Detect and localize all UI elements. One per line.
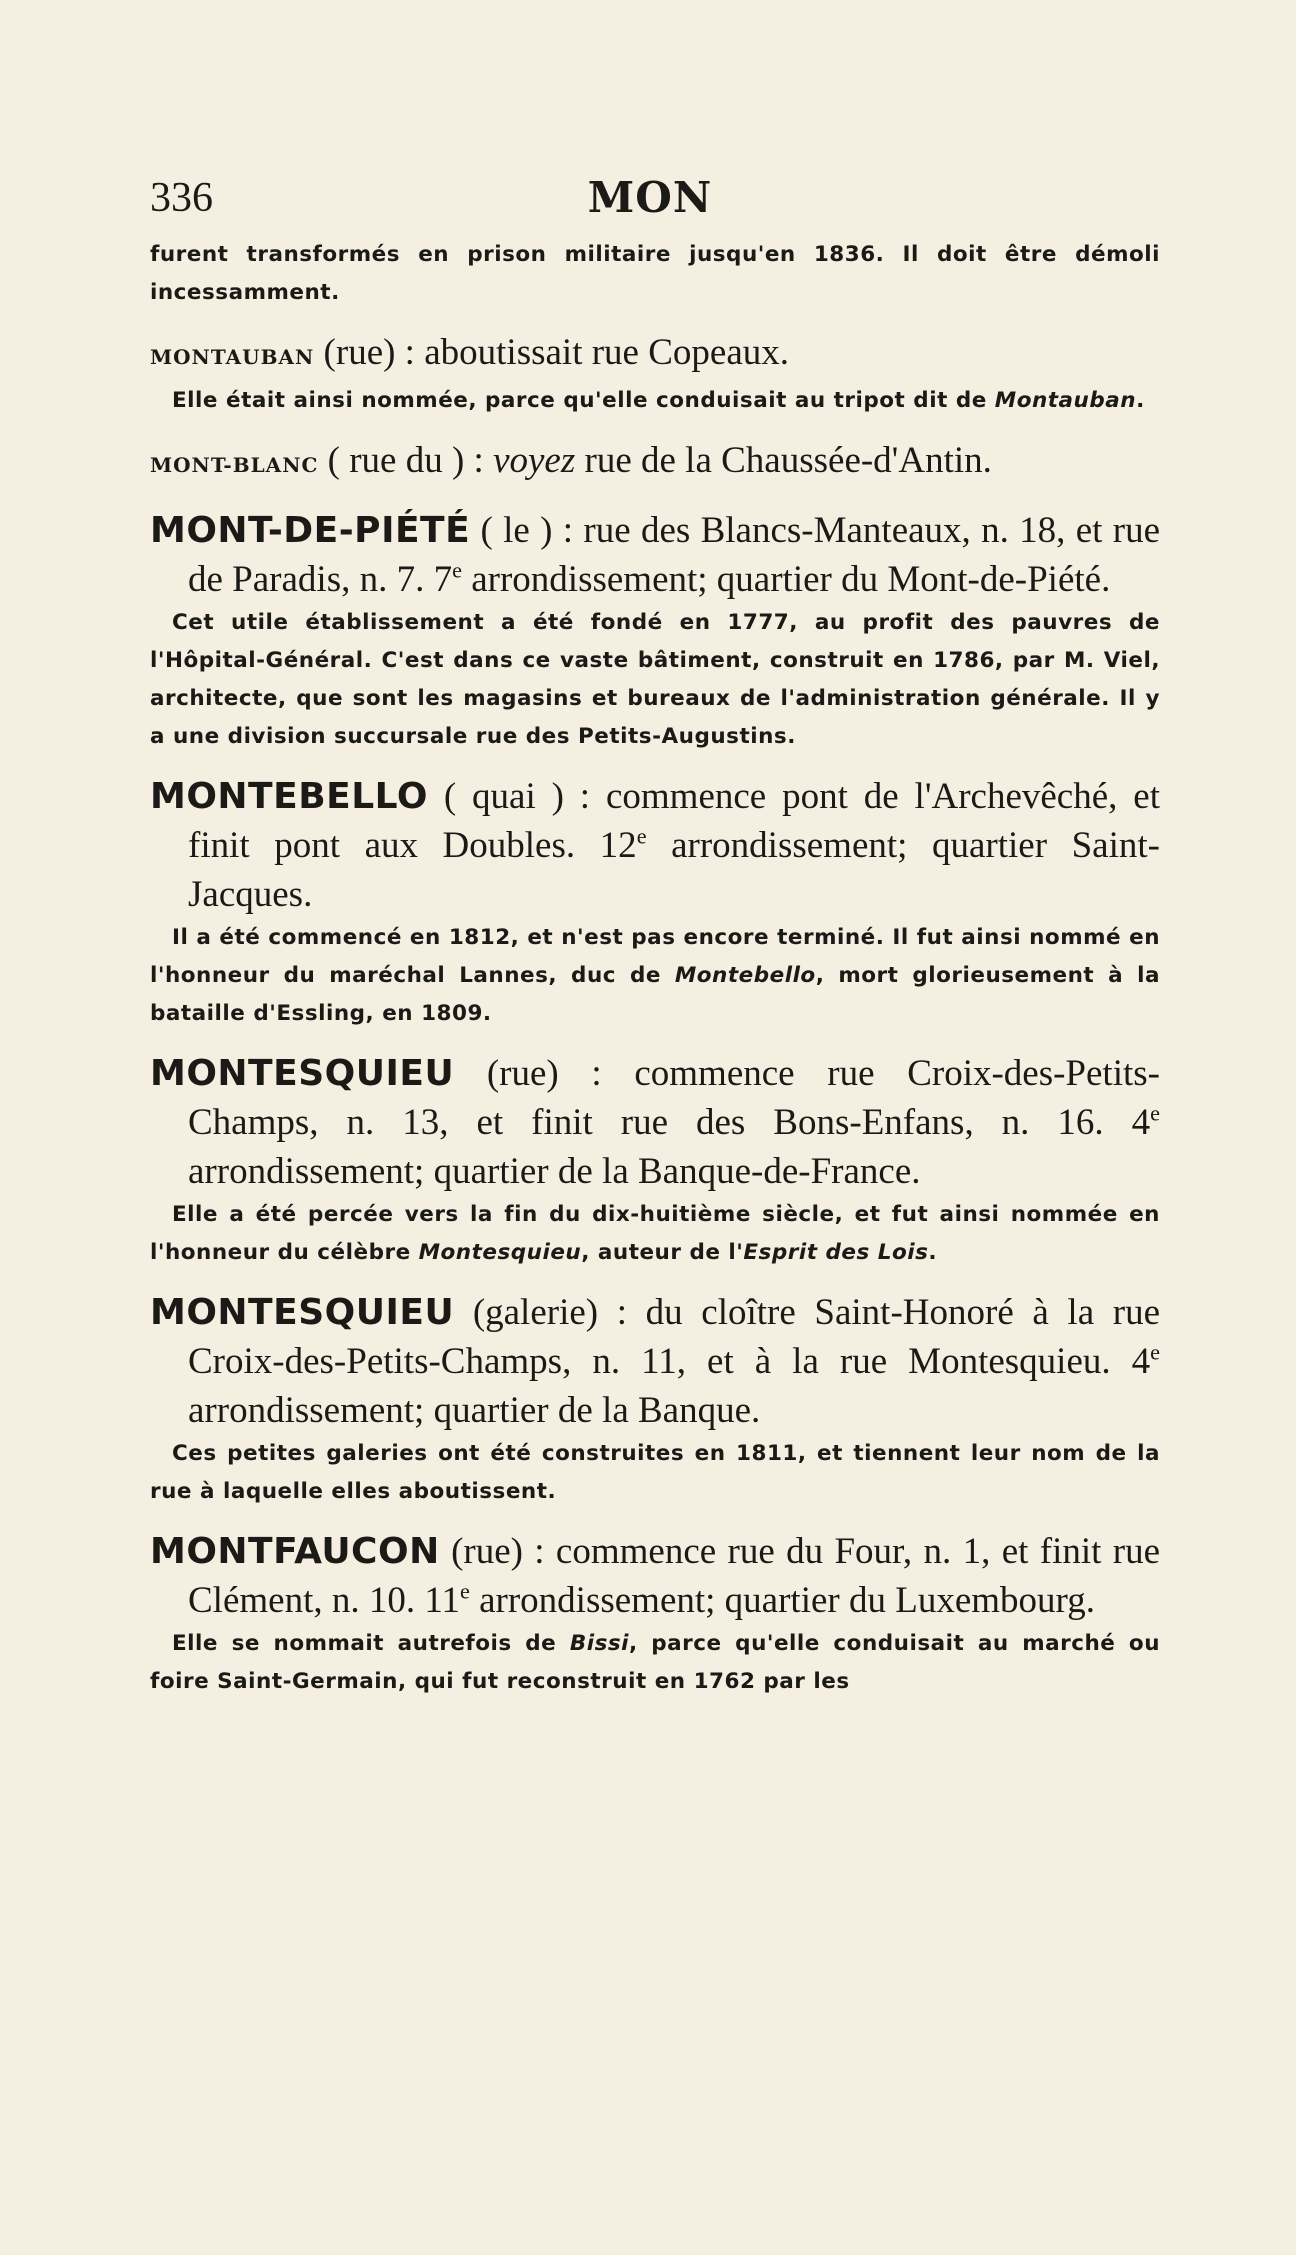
entry-headline: MONT-BLANC ( rue du ) : voyez rue de la Chaussée-d'Antin.: [150, 440, 992, 481]
entry-headline: MONTFAUCON (rue) : commence rue du Four, n. 1, et finit rue Clément, n. 10. 11e arrondissement; quartier du Luxembourg.: [150, 1531, 1160, 1621]
entry-mont-blanc: [150, 436, 1160, 490]
entry-mont-de-piete: [150, 506, 1160, 756]
entry-note: Elle était ainsi nommée, parce qu'elle conduisait au tripot dit de Montauban.: [172, 388, 1145, 413]
entry-headword: MONTESQUIEU: [150, 1292, 455, 1333]
running-title: MON: [587, 173, 713, 222]
entry-montfaucon: [150, 1527, 1160, 1701]
continuation-text: furent transformés en prison militaire jusqu'en 1836. Il doit être démoli incessamment.: [150, 242, 1160, 305]
entry-montesquieu-rue: [150, 1049, 1160, 1272]
entry-headword: MONT-BLANC: [150, 453, 319, 477]
entry-headline: [150, 328, 1160, 382]
running-head: [150, 168, 1150, 228]
page-number: 336: [150, 175, 213, 221]
entry-note: Elle a été percée vers la fin du dix-huitième siècle, et fut ainsi nommée en l'honneur du célèbre Montesquieu, auteur de l'Esprit des Lois.: [150, 1202, 1160, 1265]
entry-note: Ces petites galeries ont été construites en 1811, et tiennent leur nom de la rue à laquelle elles aboutissent.: [150, 1441, 1160, 1504]
entry-headline: MONTESQUIEU (rue) : commence rue Croix-des-Petits-Champs, n. 13, et finit rue des Bons-Enfans, n. 16. 4e arrondissement; quartier de la Banque-de-France.: [150, 1053, 1160, 1192]
entry-headword: MONT-DE-PIÉTÉ: [150, 510, 471, 551]
entry-note: Il a été commencé en 1812, et n'est pas encore terminé. Il fut ainsi nommé en l'honneur du maréchal Lannes, duc de Montebello, mort glorieusement à la bataille d'Essling, en 1809.: [150, 925, 1160, 1026]
entry-lead: (rue) : aboutissait rue Copeaux.: [323, 332, 789, 373]
entry-headline: MONTESQUIEU (galerie) : du cloître Saint-Honoré à la rue Croix-des-Petits-Champs, n. 11, et à la rue Montesquieu. 4e arrondissement; quartier de la Banque.: [150, 1292, 1160, 1431]
entry-headword: MONTEBELLO: [150, 776, 428, 817]
entry-note: Elle se nommait autrefois de Bissi, parce qu'elle conduisait au marché ou foire Saint-Germain, qui fut reconstruit en 1762 par les: [150, 1631, 1161, 1694]
entry-headline: MONT-DE-PIÉTÉ ( le ) : rue des Blancs-Manteaux, n. 18, et rue de Paradis, n. 7. 7e arrondissement; quartier du Mont-de-Piété.: [150, 510, 1160, 600]
entry-headline: MONTEBELLO ( quai ) : commence pont de l'Archevêché, et finit pont aux Doubles. 12e arrondissement; quartier Saint-Jacques.: [150, 776, 1160, 915]
entry-headword: MONTFAUCON: [150, 1531, 440, 1572]
entry-montauban: [150, 328, 1160, 420]
entry-headword: MONTAUBAN: [150, 345, 315, 369]
entry-montebello: [150, 772, 1160, 1033]
entry-montesquieu-galerie: [150, 1288, 1160, 1511]
page-content: [150, 236, 1160, 1701]
entry-note: Cet utile établissement a été fondé en 1777, au profit des pauvres de l'Hôpital-Général. C'est dans ce vaste bâtiment, construit en 1786, par M. Viel, architecte, que sont les magasins et bureaux de l'administration générale. Il y a une division succursale rue des Petits-Augustins.: [150, 610, 1160, 749]
entry-headword: MONTESQUIEU: [150, 1053, 455, 1094]
